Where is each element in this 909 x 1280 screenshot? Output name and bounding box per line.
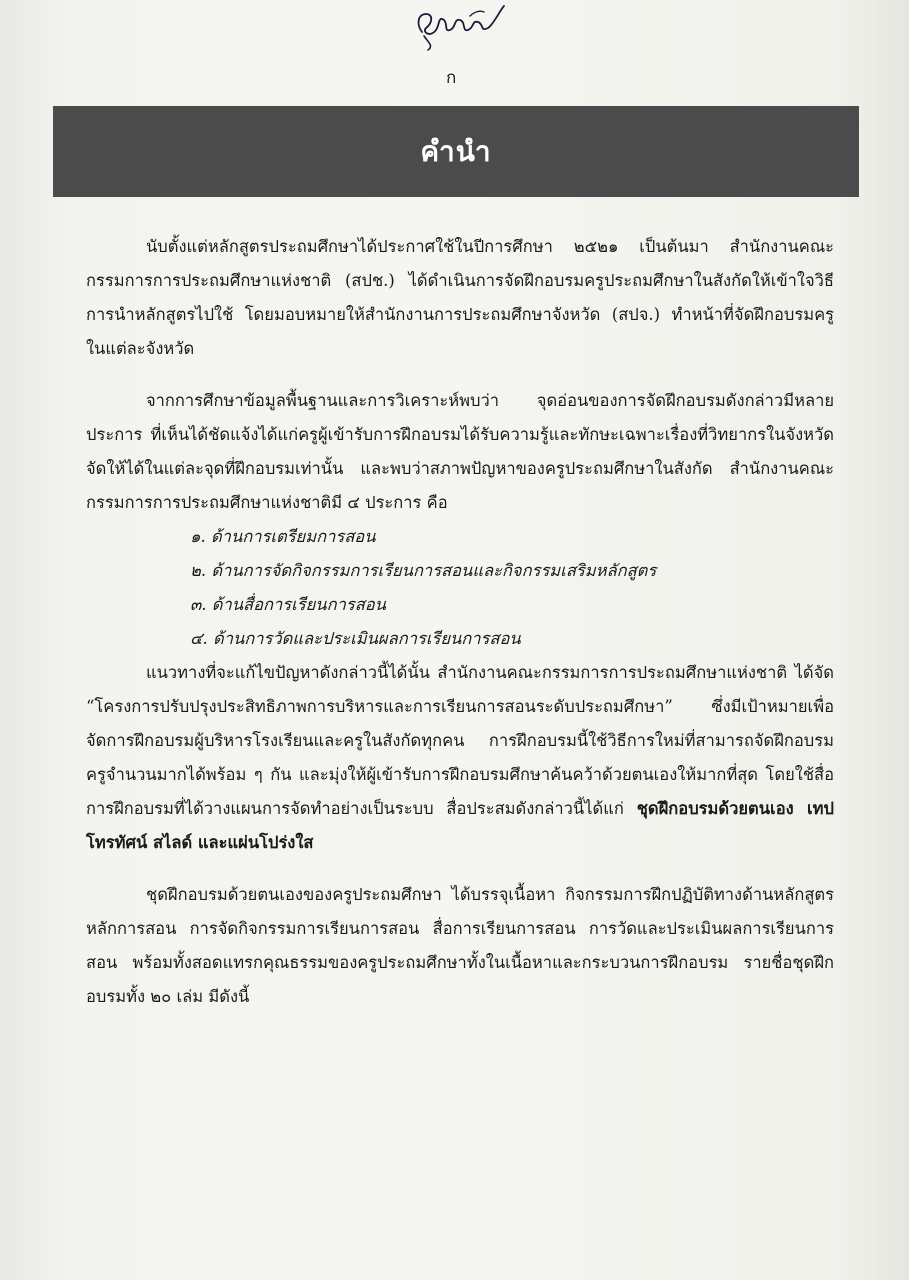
handwritten-signature xyxy=(408,2,508,52)
paragraph-1-text: นับตั้งแต่หลักสูตรประถมศึกษาได้ประกาศใช้ในปีการศึกษา ๒๕๒๑ เป็นต้นมา สำนักงานคณะกรรมการการประถมศึกษาแห่งชาติ (สปช.) ได้ดำเนินการจัดฝึกอบรมครูประถมศึกษาในสังกัดให้เข้าใจวิธีการนำหลักสูตรไปใช้ โดยมอบหมายให้สำนักงานการประถมศึกษาจังหวัด (สปจ.) ทำหน้าที่จัดฝึกอบรมครูในแต่ละจังหวัด xyxy=(86,237,834,358)
list-item: ๒. ด้านการจัดกิจกรรมการเรียนการสอนและกิจกรรมเสริมหลักสูตร xyxy=(190,561,657,580)
paragraph-2-text: จากการศึกษาข้อมูลพื้นฐานและการวิเคราะห์พบว่า จุดอ่อนของการจัดฝึกอบรมดังกล่าวมีหลายประการ ที่เห็นได้ชัดแจ้งได้แก่ครูผู้เข้ารับการฝึกอบรมได้รับความรู้และทักษะเฉพาะเรื่องที่วิทยากรในจังหวัดจัดให้ได้ในแต่ละจุดที่ฝึกอบรมเท่านั้น และพบว่าสภาพปัญหาของครูประถมศึกษาในสังกัด สำนักงานคณะกรรมการการประถมศึกษาแห่งชาติมี ๔ ประการ คือ xyxy=(86,391,834,512)
list-item: ๓. ด้านสื่อการเรียนการสอน xyxy=(190,595,386,614)
paragraph-4 xyxy=(86,878,834,1014)
paragraph-1 xyxy=(86,230,834,366)
title-banner xyxy=(53,106,859,197)
document-body xyxy=(86,230,834,1014)
page-number: ก xyxy=(446,68,457,88)
paragraph-3 xyxy=(86,656,834,860)
list-item: ๑. ด้านการเตรียมการสอน xyxy=(190,527,376,546)
list-item: ๔. ด้านการวัดและประเมินผลการเรียนการสอน xyxy=(190,629,521,648)
paragraph-2 xyxy=(86,384,834,520)
paragraph-3-bold-text: ชุดฝึกอบรมด้วยตนเอง เทปโทรทัศน์ สไลด์ และแผ่นโปร่งใส xyxy=(86,799,834,852)
paragraph-3-text: แนวทางที่จะแก้ไขปัญหาดังกล่าวนี้ได้นั้น สำนักงานคณะกรรมการการประถมศึกษาแห่งชาติ ได้จัด “โครงการปรับปรุงประสิทธิภาพการบริหารและการเรียนการสอนระดับประถมศึกษา” ซึ่งมีเป้าหมายเพื่อจัดการฝึกอบรมผู้บริหารโรงเรียนและครูในสังกัดทุกคน การฝึกอบรมนี้ใช้วิธีการใหม่ที่สามารถจัดฝึกอบรมครูจำนวนมากได้พร้อม ๆ กัน และมุ่งให้ผู้เข้ารับการฝึกอบรมศึกษาค้นคว้าด้วยตนเองให้มากที่สุด โดยใช้สื่อการฝึกอบรมที่ได้วางแผนการจัดทำอย่างเป็นระบบ สื่อประสมดังกล่าวนี้ได้แก่ xyxy=(86,663,834,818)
page-title: คำนำ xyxy=(420,134,492,168)
problem-list xyxy=(86,520,834,656)
paragraph-4-text: ชุดฝึกอบรมด้วยตนเองของครูประถมศึกษา ได้บรรจุเนื้อหา กิจกรรมการฝึกปฏิบัติทางด้านหลักสูตร หลักการสอน การจัดกิจกรรมการเรียนการสอน สื่อการเรียนการสอน การวัดและประเมินผลการเรียนการสอน พร้อมทั้งสอดแทรกคุณธรรมของครูประถมศึกษาทั้งในเนื้อหาและกระบวนการฝึกอบรม รายชื่อชุดฝึกอบรมทั้ง ๒๐ เล่ม มีดังนี้ xyxy=(86,885,834,1006)
